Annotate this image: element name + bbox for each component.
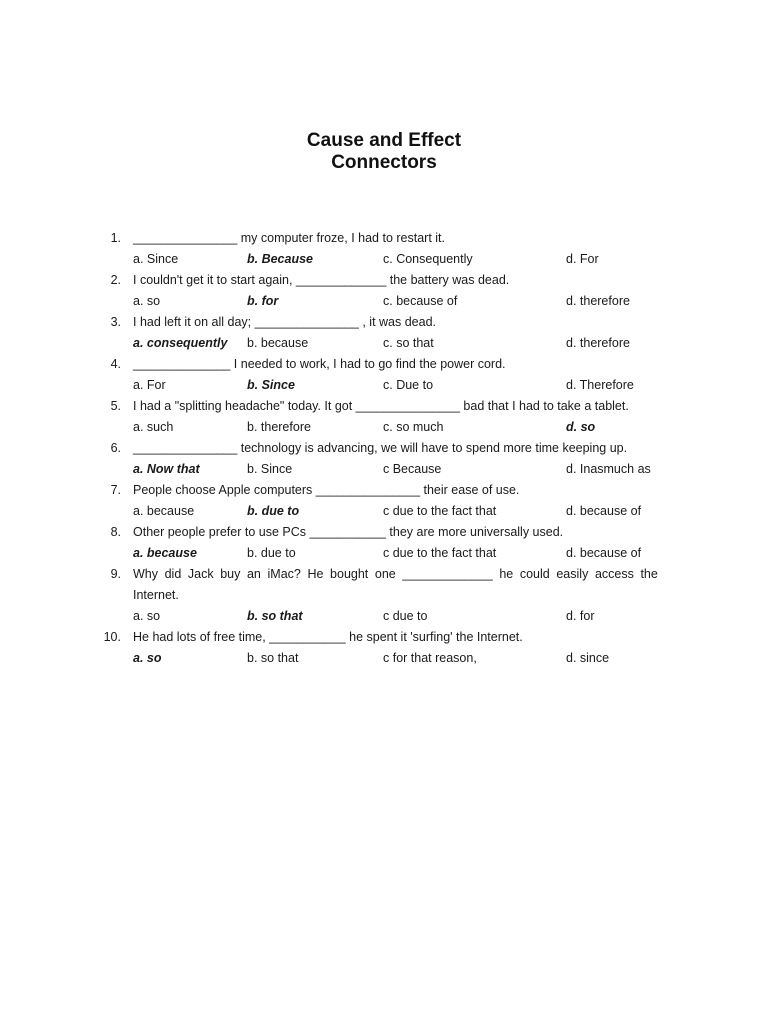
title-line-1: Cause and Effect	[306, 130, 462, 151]
answer-option: a. such	[133, 420, 174, 434]
question-number: 2.	[110, 273, 121, 287]
answer-option-correct: b. Since	[247, 378, 295, 392]
question-text-continued: Internet.	[133, 588, 179, 602]
question-line	[0, 564, 768, 585]
answer-option-correct: a. consequently	[133, 336, 228, 350]
answer-option: a. so	[133, 609, 161, 623]
question-item	[0, 564, 768, 627]
answer-option: c due to the fact that	[383, 546, 497, 560]
question-text: I had a "splitting headache" today. It got _______________ bad that I had to take a tablet.	[133, 399, 629, 413]
answer-option: b. because	[247, 336, 309, 350]
question-item	[0, 312, 768, 354]
title-line-2: Connectors	[331, 152, 437, 173]
question-line	[0, 438, 768, 459]
question-line	[0, 522, 768, 543]
answer-option-correct: b. Because	[247, 252, 314, 266]
question-number: 1.	[110, 231, 121, 245]
question-number: 7.	[110, 483, 121, 497]
answer-option-correct: a. because	[133, 546, 197, 560]
page-title	[0, 130, 768, 174]
answer-options	[0, 501, 768, 522]
question-text: People choose Apple computers _______________ their ease of use.	[133, 483, 520, 497]
answer-option: c due to the fact that	[383, 504, 497, 518]
answer-option: a. because	[133, 504, 195, 518]
answer-options	[0, 333, 768, 354]
question-item	[0, 438, 768, 480]
answer-option: c. Consequently	[383, 252, 473, 266]
answer-option: b. Since	[247, 462, 293, 476]
question-number: 10.	[103, 630, 121, 644]
answer-option: c Because	[383, 462, 442, 476]
question-item	[0, 270, 768, 312]
question-text: Why did Jack buy an iMac? He bought one _____________ he could easily access the	[133, 567, 658, 581]
answer-options	[0, 249, 768, 270]
answer-option: a. so	[133, 294, 161, 308]
question-number: 9.	[110, 567, 121, 581]
question-line	[0, 480, 768, 501]
question-line	[0, 354, 768, 375]
answer-options	[0, 375, 768, 396]
answer-option: c. so that	[383, 336, 434, 350]
question-item	[0, 396, 768, 438]
question-line-continued	[0, 585, 768, 606]
answer-option: d. Inasmuch as	[566, 462, 651, 476]
question-number: 6.	[110, 441, 121, 455]
answer-option: d. therefore	[566, 294, 630, 308]
answer-option-correct: d. so	[566, 420, 596, 434]
question-line	[0, 270, 768, 291]
answer-options	[0, 291, 768, 312]
answer-option: a. Since	[133, 252, 179, 266]
answer-option-correct: a. so	[133, 651, 162, 665]
answer-options	[0, 648, 768, 669]
question-number: 8.	[110, 525, 121, 539]
answer-option: b. therefore	[247, 420, 311, 434]
answer-option: b. due to	[247, 546, 296, 560]
question-text: I had left it on all day; _______________ , it was dead.	[133, 315, 437, 329]
answer-option: c. because of	[383, 294, 458, 308]
question-line	[0, 627, 768, 648]
answer-options	[0, 417, 768, 438]
question-item	[0, 522, 768, 564]
answer-option-correct: b. due to	[247, 504, 300, 518]
question-line	[0, 396, 768, 417]
answer-option: c. so much	[383, 420, 444, 434]
answer-option: d. because of	[566, 504, 642, 518]
answer-option: c due to	[383, 609, 428, 623]
answer-option: d. therefore	[566, 336, 630, 350]
answer-option: a. For	[133, 378, 166, 392]
answer-option: d. Therefore	[566, 378, 634, 392]
answer-option-correct: a. Now that	[133, 462, 200, 476]
answer-options	[0, 543, 768, 564]
question-item	[0, 480, 768, 522]
question-text: I couldn't get it to start again, _____________ the battery was dead.	[133, 273, 510, 287]
answer-option-correct: b. for	[247, 294, 279, 308]
answer-options	[0, 459, 768, 480]
question-line	[0, 228, 768, 249]
question-line	[0, 312, 768, 333]
answer-option-correct: b. so that	[247, 609, 303, 623]
question-number: 4.	[110, 357, 121, 371]
question-text: _______________ my computer froze, I had to restart it.	[133, 231, 445, 245]
question-item	[0, 228, 768, 270]
question-item	[0, 354, 768, 396]
answer-option: c. Due to	[383, 378, 434, 392]
answer-option: b. so that	[247, 651, 299, 665]
answer-option: c for that reason,	[383, 651, 477, 665]
answer-option: d. for	[566, 609, 595, 623]
question-number: 5.	[110, 399, 121, 413]
answer-options	[0, 606, 768, 627]
question-text: _______________ technology is advancing, we will have to spend more time keeping up.	[133, 441, 628, 455]
answer-option: d. since	[566, 651, 610, 665]
question-number: 3.	[110, 315, 121, 329]
question-item	[0, 627, 768, 669]
answer-option: d. For	[566, 252, 599, 266]
answer-option: d. because of	[566, 546, 642, 560]
question-text: He had lots of free time, ___________ he spent it 'surfing' the Internet.	[133, 630, 523, 644]
question-text: Other people prefer to use PCs ___________ they are more universally used.	[133, 525, 564, 539]
question-text: ______________ I needed to work, I had to go find the power cord.	[133, 357, 506, 371]
